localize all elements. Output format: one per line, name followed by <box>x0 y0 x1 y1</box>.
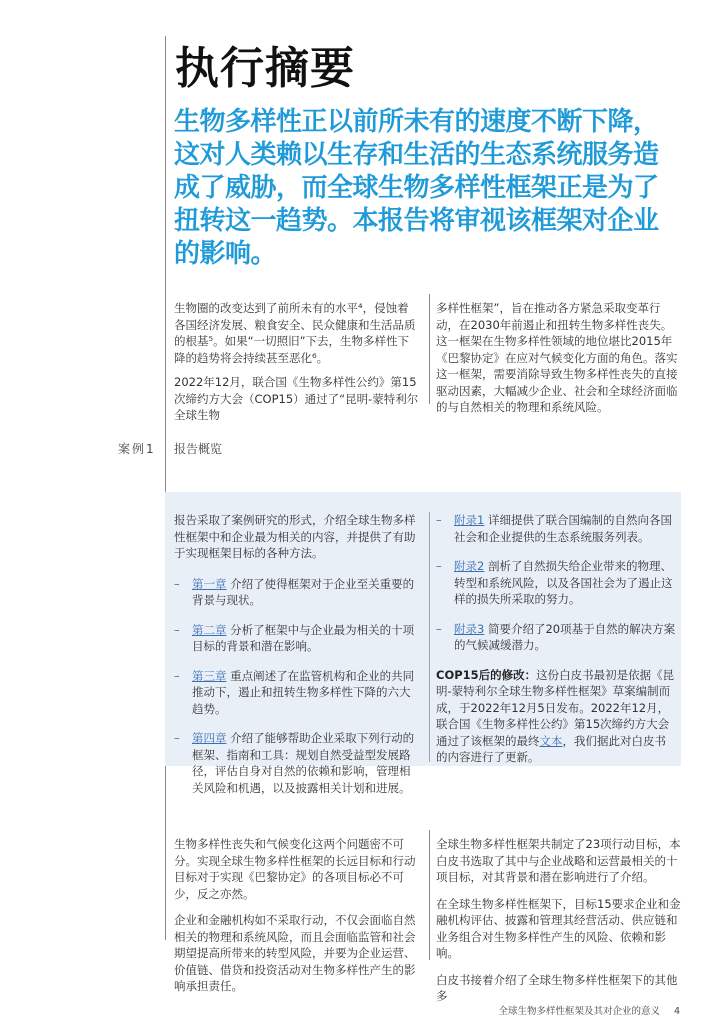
margin-rule <box>165 36 166 940</box>
chapter-3-item: – 第三章 重点阐述了在监管机构和企业的共同推动下，遏止和扭转生物多样性下降的六大趋势。 <box>174 668 415 716</box>
intro-left-column <box>174 300 420 432</box>
column-divider <box>429 294 430 404</box>
body-right-p1: 全球生物多样性框架共制定了23项行动目标，本白皮书选取了其中与企业战略和运营最相关的十项目标，对其背景和潜在影响进行了介绍。 <box>436 837 681 884</box>
box-column-divider <box>429 512 430 762</box>
body-right-p2: 在全球生物多样性框架下，目标15要求企业和金融机构评估、披露和管理其经营活动、供应链和业务组合对生物多样性产生的风险、依赖和影响。 <box>436 896 681 960</box>
appendix-3-text: 简要介绍了20项基于自然的解决方案的气候减缓潜力。 <box>454 621 676 652</box>
chapter-1-text: 介绍了使得框架对于企业至关重要的背景与现状。 <box>192 576 415 607</box>
cop15-note-tail: ，我们据此对白皮书的内容进行了更新。 <box>436 733 666 764</box>
column-divider-bottom <box>429 830 430 960</box>
case-right-column <box>436 512 676 776</box>
footer-title: 全球生物多样性框架及其对企业的意义 <box>498 1006 660 1017</box>
chapter-3-text: 重点阐述了在监管机构和企业的共同推动下，遏止和扭转生物多样性下降的六大趋势。 <box>192 668 415 716</box>
intro-left-p2: 2022年12月，联合国《生物多样性公约》第15次缔约方大会（COP15）通过了“昆明-蒙特利尔全球生物 <box>174 375 419 422</box>
body-right-p3: 白皮书接着介绍了全球生物多样性框架下的其他多 <box>436 972 678 1003</box>
page-footer <box>498 1003 680 1017</box>
cop15-note <box>436 667 676 766</box>
appendix-1-link[interactable]: 附录1 <box>454 513 485 527</box>
final-text-link[interactable]: 文本 <box>539 733 563 748</box>
intro-right-column <box>436 300 682 424</box>
lead-paragraph: 生物多样性正以前所未有的速度不断下降，这对人类赖以生存和生活的生态系统服务造成了威胁，而全球生物多样性框架正是为了扭转这一趋势。本报告将审视该框架对企业的影响。 <box>174 107 659 269</box>
appendix-1-item: – 附录1 详细提供了联合国编制的自然向各国社会和企业提供的生态系统服务列表。 <box>436 513 672 544</box>
chapter-1-link[interactable]: 第一章 <box>192 576 227 591</box>
cop15-note-heading: COP15后的修改： <box>436 667 537 682</box>
appendix-1-text: 详细提供了联合国编制的自然向各国社会和企业提供的生态系统服务列表。 <box>454 513 672 544</box>
cop15-note-text: 这份白皮书最初是依据《昆明-蒙特利尔全球生物多样性框架》草案编制而成，于2022年12月5日发布。2022年12月，联合国《生物多样性公约》第15次缔约方大会通过了该框架的最终 <box>436 667 675 748</box>
appendix-3-item: – 附录3 简要介绍了20项基于自然的解决方案的气候减缓潜力。 <box>436 621 676 652</box>
appendix-2-text: 剖析了自然损失给企业带来的物理、转型和系统风险，以及各国社会为了遏止这样的损失所采取的努力。 <box>454 559 673 606</box>
chapter-2-item: – 第二章 分析了框架中与企业最为相关的十项目标的背景和潜在影响。 <box>174 622 415 653</box>
chapter-3-link[interactable]: 第三章 <box>192 668 227 683</box>
chapter-1-item: – 第一章 介绍了使得框架对于企业至关重要的背景与现状。 <box>174 576 415 607</box>
chapter-4-link[interactable]: 第四章 <box>192 731 227 745</box>
chapter-2-text: 分析了框架中与企业最为相关的十项目标的背景和潜在影响。 <box>192 622 415 653</box>
body-left-p2: 企业和金融机构如不采取行动，不仅会面临自然相关的物理和系统风险，而且会面临监管和社会期望提高所带来的转型风险，并要为企业运营、价值链、借贷和投资活动对生物多样性产生的影响承担责任。 <box>174 913 416 993</box>
appendix-3-link[interactable]: 附录3 <box>454 621 485 636</box>
appendix-2-link[interactable]: 附录2 <box>454 559 485 573</box>
case-label: 案例1 <box>118 442 156 456</box>
chapter-4-item: – 第四章 介绍了能够帮助企业采取下列行动的框架、指南和工具：规划自然受益型发展路径，评估自身对自然的依赖和影响，管理相关风险和机遇，以及披露相关计划和进展。 <box>174 731 415 795</box>
body-left-p1: 生物多样性丧失和气候变化这两个问题密不可分。实现全球生物多样性框架的长远目标和行动目标对于实现《巴黎协定》的各项目标必不可少，反之亦然。 <box>174 837 416 901</box>
appendix-2-item: – 附录2 剖析了自然损失给企业带来的物理、转型和系统风险，以及各国社会为了遏止这样的损失所采取的努力。 <box>436 559 673 606</box>
body-left-column <box>174 836 420 1003</box>
chapter-2-link[interactable]: 第二章 <box>192 622 227 637</box>
case-left-column <box>174 512 420 809</box>
page-title: 执行摘要 <box>175 43 355 94</box>
intro-left-p1: 生物圈的改变达到了前所未有的水平⁴，侵蚀着各国经济发展、粮食安全、民众健康和生活品质的根基⁵。如果“一切照旧”下去，生物多样性下降的趋势将会持续甚至恶化⁶。 <box>174 301 416 365</box>
chapter-4-text: 介绍了能够帮助企业采取下列行动的框架、指南和工具：规划自然受益型发展路径，评估自身对自然的依赖和影响，管理相关风险和机遇，以及披露相关计划和进展。 <box>192 731 415 795</box>
page-number: 4 <box>673 1006 680 1017</box>
case-title: 报告概览 <box>174 442 223 456</box>
case-intro: 报告采取了案例研究的形式，介绍全球生物多样性框架中和企业最为相关的内容，并提供了有助于实现框架目标的各种方法。 <box>174 513 416 560</box>
body-right-column <box>436 836 682 1013</box>
intro-right-p1: 多样性框架”，旨在推动各方紧急采取变革行动，在2030年前遏止和扭转生物多样性丧失。这一框架在生物多样性领域的地位堪比2015年《巴黎协定》在应对气候变化方面的角色。落实这一框架，需要消除导致生物多样性丧失的直接驱动因素，大幅减少企业、社会和全球经济面临的与自然相关的物理和系统风险。 <box>436 301 678 414</box>
